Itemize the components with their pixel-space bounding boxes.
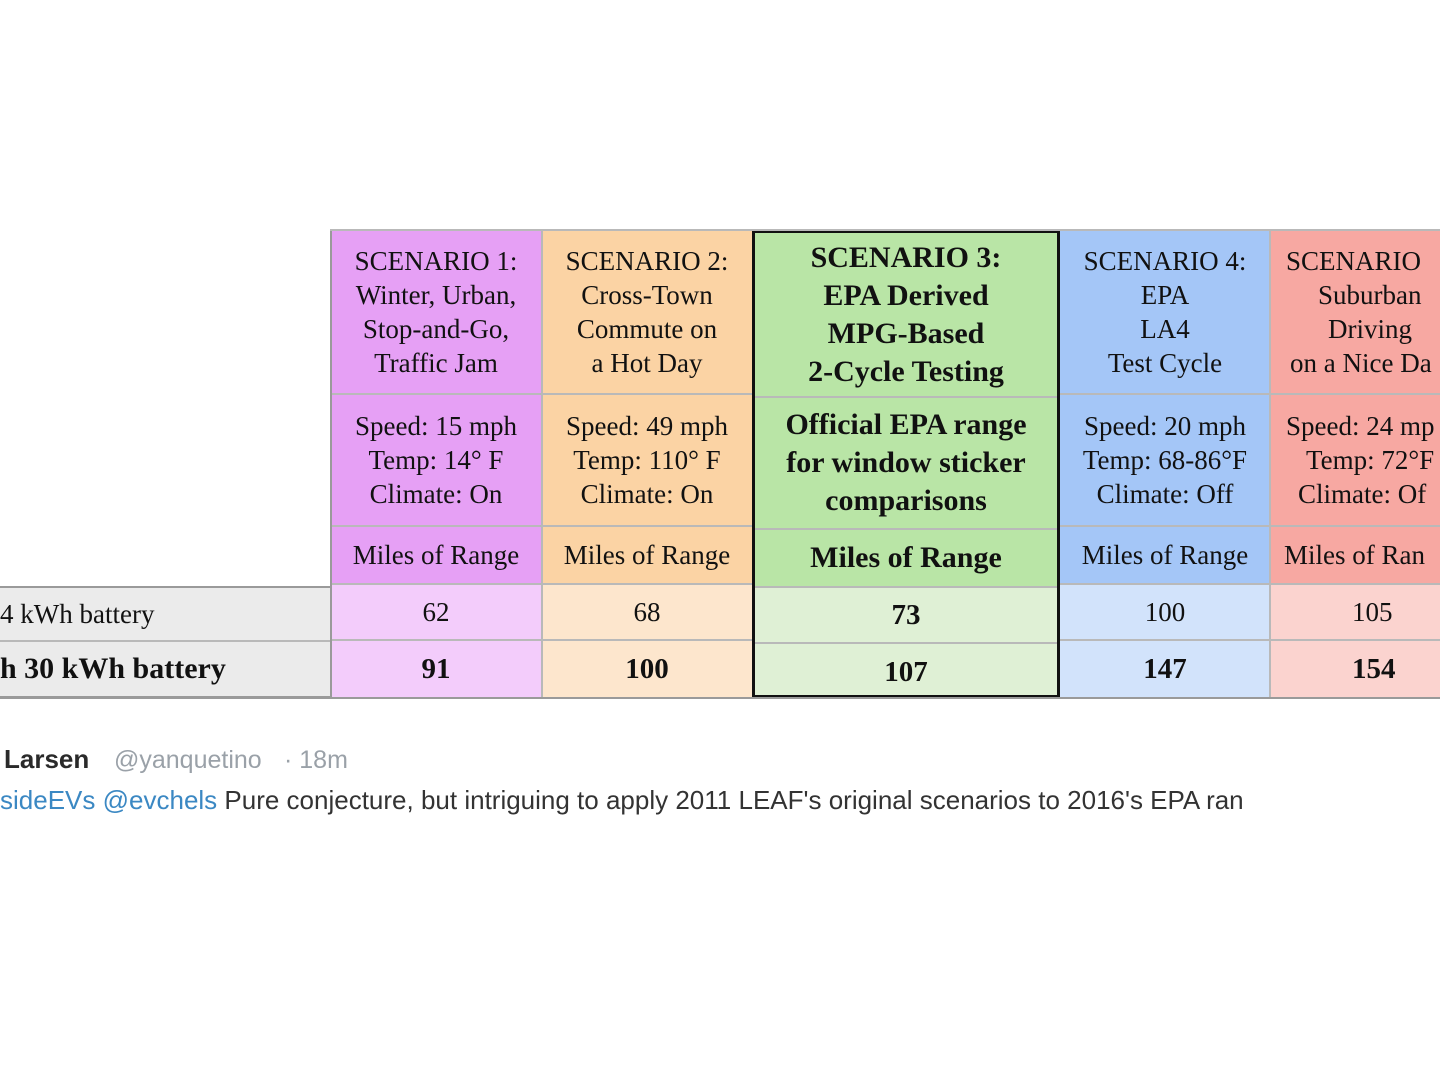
scenario-3-header: [755, 233, 1057, 398]
scenario-4-conditions: [1060, 395, 1270, 527]
row-label-text: 4 kWh battery: [0, 598, 155, 629]
scenario-2-value-30kwh: [542, 641, 752, 698]
row-label-30kwh: [0, 642, 330, 698]
header-line: EPA Derived: [823, 278, 989, 312]
unit-label: Miles of Range: [352, 539, 520, 570]
condition-line: Official EPA range: [785, 408, 1027, 441]
header-line: MPG-Based: [827, 316, 985, 350]
header-line: SCENARIO 3:: [810, 240, 1002, 274]
header-line: SCENARIO 2:: [565, 245, 729, 276]
header-line: LA4: [1140, 313, 1190, 344]
tweet-mention-insideevs[interactable]: sideEVs: [0, 785, 96, 815]
range-value: 91: [421, 653, 451, 685]
scenario-1-header: [330, 230, 542, 395]
condition-line: comparisons: [825, 484, 987, 517]
unit-label: Miles of Range: [563, 539, 731, 570]
header-line: SCENARIO 4:: [1083, 245, 1247, 276]
scenario-2-conditions: [542, 395, 752, 527]
unit-label: Miles of Range: [1081, 539, 1249, 570]
row-label-text: h 30 kWh battery: [0, 652, 226, 685]
row-label-24kwh: [0, 586, 330, 642]
header-line: a Hot Day: [591, 347, 703, 378]
condition-line: Climate: Of: [1298, 479, 1427, 509]
tweet-text: [0, 785, 1440, 816]
range-value: 100: [1144, 596, 1186, 627]
grid-line-vertical: [330, 230, 332, 698]
condition-line: Temp: 72°F: [1306, 445, 1435, 475]
scenario-1-unit: [330, 527, 542, 585]
header-line: on a Nice Da: [1290, 347, 1432, 378]
header-line: Traffic Jam: [374, 347, 498, 378]
tweet-author-name[interactable]: Larsen: [4, 744, 90, 774]
tweet-author-handle[interactable]: @yanquetino: [114, 746, 262, 774]
condition-line: for window sticker: [786, 446, 1026, 479]
scenario-5-conditions: [1270, 395, 1440, 527]
scenario-1-value-24kwh: [330, 585, 542, 641]
scenario-4-unit: [1060, 527, 1270, 585]
scenario-4-header: [1060, 230, 1270, 395]
condition-line: Speed: 24 mp: [1286, 411, 1435, 441]
range-value: 68: [633, 596, 661, 627]
scenario-4-column: [1060, 230, 1270, 698]
condition-line: Climate: On: [580, 479, 714, 509]
header-line: Stop-and-Go,: [362, 313, 510, 344]
header-line: Commute on: [576, 313, 718, 344]
scenario-5-value-30kwh: [1270, 641, 1440, 698]
tweet-body: Pure conjecture, but intriguing to apply 2011 LEAF's original scenarios to 2016's EPA ran: [217, 785, 1244, 815]
range-value: 100: [625, 653, 669, 685]
unit-label: Miles of Ran: [1284, 539, 1425, 570]
scenario-3-conditions: [755, 398, 1057, 530]
scenario-3-value-24kwh: [755, 588, 1057, 644]
header-line: Driving: [1328, 313, 1412, 344]
tweet-timestamp[interactable]: · 18m: [284, 746, 348, 774]
header-line: Winter, Urban,: [355, 279, 517, 310]
range-value: 62: [422, 596, 450, 627]
scenario-4-value-24kwh: [1060, 585, 1270, 641]
scenario-3-unit: [755, 530, 1057, 588]
header-line: Suburban: [1318, 279, 1422, 310]
range-value: 73: [891, 598, 921, 631]
condition-line: Temp: 68-86°F: [1082, 445, 1248, 475]
header-line: 2-Cycle Testing: [808, 354, 1004, 388]
header-line: Test Cycle: [1107, 347, 1223, 378]
range-value: 105: [1352, 596, 1393, 627]
grid-line-vertical: [1269, 230, 1271, 698]
range-value: 154: [1352, 653, 1396, 685]
scenario-2-header: [542, 230, 752, 395]
scenario-2-unit: [542, 527, 752, 585]
condition-line: Speed: 20 mph: [1084, 411, 1246, 441]
range-value: 147: [1143, 653, 1187, 685]
scenario-1-conditions: [330, 395, 542, 527]
scenario-5-unit: [1270, 527, 1440, 585]
condition-line: Climate: Off: [1096, 479, 1234, 509]
grid-line-vertical: [541, 230, 543, 698]
scenario-1-value-30kwh: [330, 641, 542, 698]
scenario-2-value-24kwh: [542, 585, 752, 641]
scenario-3-column: [752, 230, 1060, 698]
scenario-2-column: [542, 230, 752, 698]
scenario-1-column: [330, 230, 542, 698]
unit-label: Miles of Range: [810, 541, 1002, 574]
grid-line-top: [330, 229, 1440, 231]
scenario-5-value-24kwh: [1270, 585, 1440, 641]
header-line: EPA: [1140, 279, 1190, 310]
scenario-4-value-30kwh: [1060, 641, 1270, 698]
header-line: Cross-Town: [581, 279, 713, 310]
scenario-3-value-30kwh: [755, 644, 1057, 698]
range-value: 107: [884, 656, 928, 688]
scenario-5-header: [1270, 230, 1440, 395]
scenario-5-column: [1270, 230, 1440, 698]
tweet-mention-evchels[interactable]: @evchels: [102, 785, 218, 815]
header-line: SCENARIO: [1286, 245, 1422, 276]
header-line: SCENARIO 1:: [354, 245, 518, 276]
condition-line: Temp: 14° F: [368, 445, 504, 475]
condition-line: Temp: 110° F: [573, 445, 721, 475]
condition-line: Climate: On: [369, 479, 503, 509]
condition-line: Speed: 49 mph: [566, 411, 728, 441]
condition-line: Speed: 15 mph: [355, 411, 517, 441]
grid-line-bottom: [0, 697, 1440, 699]
